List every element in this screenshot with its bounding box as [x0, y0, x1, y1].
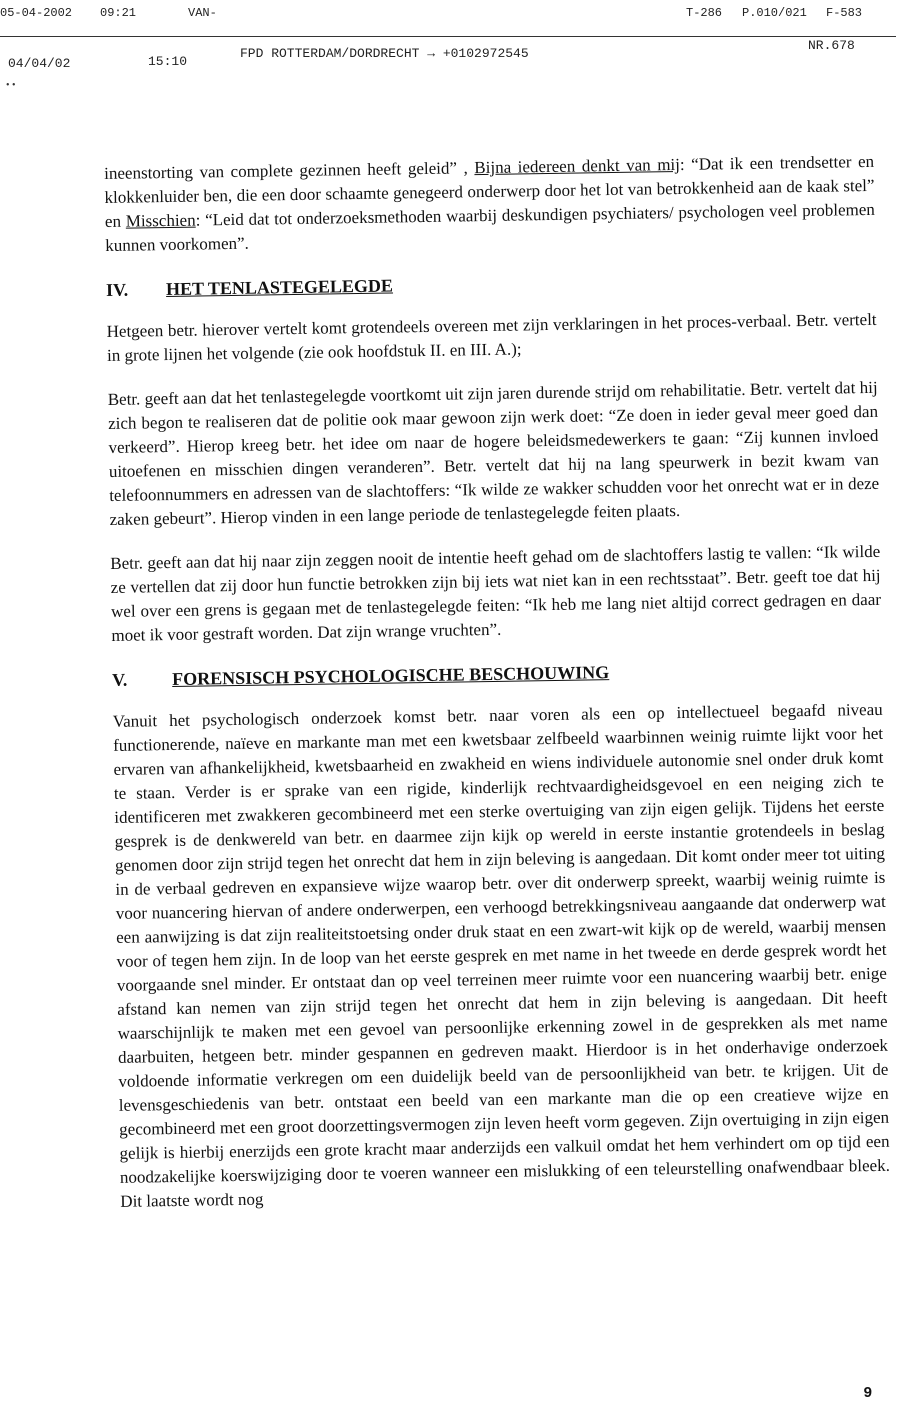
margin-marks: • • — [6, 80, 16, 91]
fax-date: 05-04-2002 — [0, 6, 73, 20]
section-5-title: FORENSISCH PSYCHOLOGISCHE BESCHOUWING — [171, 662, 610, 689]
header-divider — [0, 36, 896, 37]
section-5-paragraph: Vanuit het psychologisch onderzoek komst betr. naar voren als een op intellectueel begaafd niveau functionerende, naïeve en markante man met een kwetsbaar zelfbeeld waarbinnen weinig ruimte lijkt voor het ervaren van afhankelijkheid, kwetsbaarheid en zwakheid en wiens individuele autonomie snel onder druk komt te staan. Verder is er sprake van een rigide, kinderlijk rechtvaardigheidsgevoel en een neiging zich te identificeren met zwakkeren gecombineerd met een sterke overtuiging van zijn eigen gelijk. Tijdens het eerste gesprek is de denkwereld van betr. en daarmee zijn kijk op wereld in eerste instantie grotendeels in beslag genomen door zijn strijd tegen het onrecht dat hem in zijn beleving is aangedaan. Dit komt onder meer tot uiting in de verbaal gedreven en expansieve wijze waarop betr. over dit onderwerp spreekt, waarbij weinig ruimte is voor nuancering hiervan of andere onderwerpen, een verhoogd betrekkingsniveau aangaande dat onderwerp wat een aanwijzing is dat zijn realiteitstoetsing onder druk staat en een zwart-wit kijk op de wereld, waarbij mensen voor of tegen hem zijn. In de loop van het eerste gesprek en met name in het tweede en derde gesprek wordt het voorgaande snel minder. Er ontstaat dan op veel terreinen meer ruimte voor een nuancering waarbij betr. enige afstand kan nemen van zijn strijd tegen het onrecht dat hem in zijn beleving is aangedaan. Dit heeft waarschijnlijk te maken met een gevoel van persoonlijke erkenning zowel in de gesprekken als met name daarbuiten, hetgeen betr. minder gespannen en gedreven maakt. Hierdoor is in het onderhavige onderzoek voldoende informatie verkregen om een duidelijk beeld van de persoonlijkheid van betr. te krijgen. Uit de levensgeschiedenis van betr. ontstaat een beeld van een markante man die op een creatieve wijze en gecombineerd met een groot doorzettingsvermogen zijn leven heeft vorm gegeven. Zijn overtuiging in zijn eigen gelijk is hierbij enerzijds een grote kracht maar anderzijds een valkuil omdat het hem verhindert om op tijd een noodzakelijke koerswijziging door te voeren wanneer een mislukking of een teleurstelling onafwendbaar bleek. Dit laatste wordt nog — [112, 699, 891, 1211]
fax-time: 09:21 — [100, 6, 137, 20]
fax2-nr: NR.678 — [808, 38, 855, 53]
fax-ref: F-583 — [826, 6, 863, 20]
section-4-paragraph: Betr. geeft aan dat hij naar zijn zeggen nooit de intentie heeft gehad om de slachtoffers lastig te vallen: “Ik wilde ze vertellen dat zij door hun functie betrokken zijn bij iets wat niet kan in een rechtsstaat”. Betr. geeft toe dat hij wel over een grens is gegaan met de tenlastegelegde feiten: “Ik heb me lang niet altijd correct gedragen en daar moet ik voor gestraft worden. Dat zijn wrange vruchten”. — [110, 541, 882, 645]
fax-header-top — [0, 6, 900, 26]
fax-from: VAN- — [188, 6, 217, 20]
fax2-date: 04/04/02 — [8, 56, 71, 71]
intro-underlined-2: Misschien — [125, 210, 196, 231]
section-4-title: HET TENLASTEGELEGDE — [165, 275, 394, 300]
fax2-sender: FPD ROTTERDAM/DORDRECHT → +0102972545 — [240, 46, 529, 61]
section-4-paragraph: Betr. geeft aan dat het tenlastegelegde voortkomt uit zijn jaren durende strijd om rehabilitatie. Betr. vertelt dat hij zich begon te realiseren dat de politie ook maar gewoon zijn werk doet: “Ze doen in ieder geval meer goed dan verkeerd”. Hierop kreeg betr. het idee om naar de hogere beleidsmedewerkers te gaan: “Zij kunnen invloed uitoefenen en misschien dingen veranderen”. Betr. vertelt dat hij na lang speurwerk in bezit kwam van telefoonnummers en adressen van de slachtoffers: “Ik wilde ze wakker schudden voor het onrecht wat er in deze zaken gebeurt”. Hierop vinden in een lange periode de tenlastegelegde feiten plaats. — [107, 377, 880, 529]
fax-code: T-286 — [686, 6, 723, 20]
fax2-time: 15:10 — [148, 54, 188, 69]
intro-text-3: : “Leid dat tot onderzoeksmethoden waarbij deskundigen psychiaters/ psychologen veel problemen kunnen voorkomen”. — [105, 199, 875, 255]
section-4-paragraph: Hetgeen betr. hierover vertelt komt grotendeels overeen met zijn verklaringen in het proces-verbaal. Betr. vertelt in grote lijnen het volgende (zie ook hoofdstuk II. en III. A.); — [106, 309, 877, 365]
document-body — [104, 150, 891, 1234]
section-4-heading — [106, 266, 876, 302]
page-number: 9 — [863, 1384, 872, 1401]
intro-underlined-1: Bijna iedereen denkt van mij — [474, 154, 681, 178]
fax-page: P.010/021 — [742, 6, 807, 20]
intro-text-1: ineenstorting van complete gezinnen heeft geleid” , — [104, 158, 475, 183]
intro-text-2: : “Dat ik een trendsetter en klokkenluider ben, die een door schaamte genegeerd onderwerp door het lot van betrokkenheid aan de kaak stel” en — [104, 151, 875, 231]
section-4-number: IV. — [105, 279, 129, 300]
intro-paragraph — [104, 150, 875, 258]
fax-header-second — [0, 38, 900, 74]
section-5-number: V. — [111, 669, 128, 690]
section-5-heading — [112, 656, 882, 692]
